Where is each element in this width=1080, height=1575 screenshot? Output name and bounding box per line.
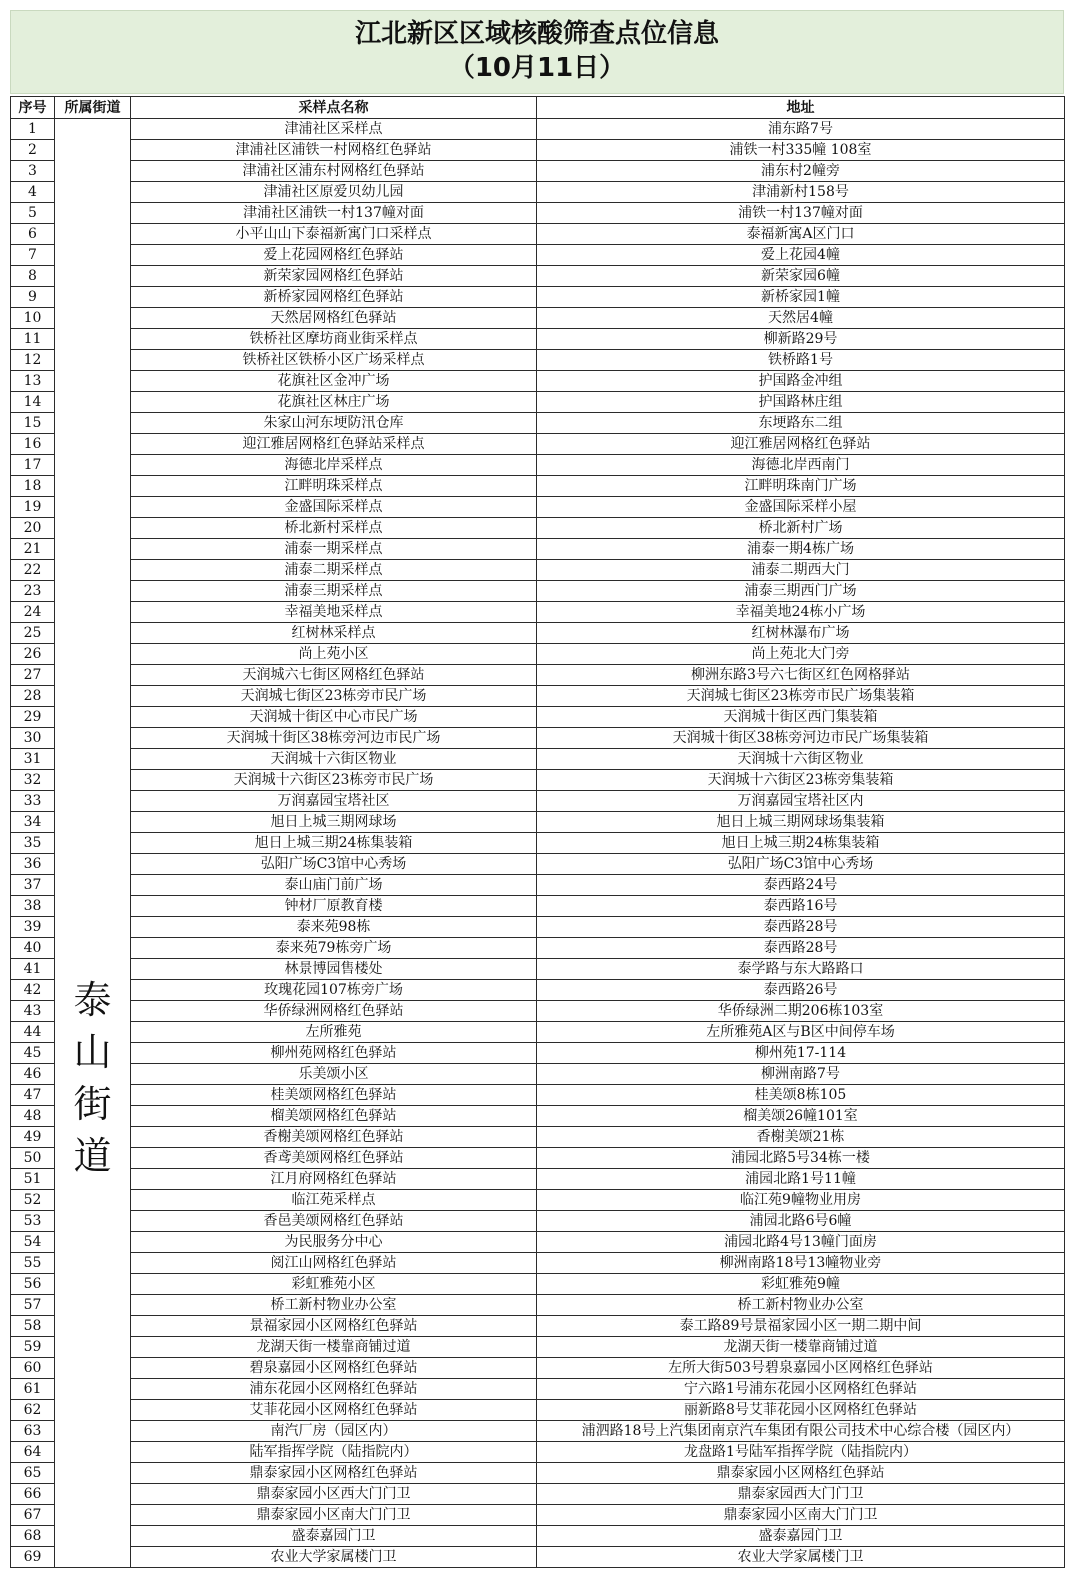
table-row <box>11 350 1065 371</box>
table-row <box>11 1400 1065 1421</box>
row-seq-cell: 56 <box>11 1274 55 1295</box>
row-address-cell: 天润城十街区西门集装箱 <box>537 707 1065 728</box>
row-seq-cell: 37 <box>11 875 55 896</box>
row-address-cell: 华侨绿洲二期206栋103室 <box>537 1001 1065 1022</box>
street-name-vertical <box>55 504 130 1182</box>
table-row <box>11 1316 1065 1337</box>
row-site-name-cell: 泰来苑79栋旁广场 <box>131 938 537 959</box>
row-site-name-cell: 朱家山河东埂防汛仓库 <box>131 413 537 434</box>
row-seq-cell: 62 <box>11 1400 55 1421</box>
row-address-cell: 旭日上城三期24栋集装箱 <box>537 833 1065 854</box>
table-row <box>11 518 1065 539</box>
row-address-cell: 金盛国际采样小屋 <box>537 497 1065 518</box>
row-address-cell: 鼎泰家园西大门门卫 <box>537 1484 1065 1505</box>
row-seq-cell: 55 <box>11 1253 55 1274</box>
row-site-name-cell: 临江苑采样点 <box>131 1190 537 1211</box>
table-row <box>11 1148 1065 1169</box>
row-seq-cell: 48 <box>11 1106 55 1127</box>
row-address-cell: 泰福新寓A区门口 <box>537 224 1065 245</box>
row-seq-cell: 45 <box>11 1043 55 1064</box>
table-row <box>11 308 1065 329</box>
row-seq-cell: 49 <box>11 1127 55 1148</box>
table-row <box>11 1127 1065 1148</box>
row-site-name-cell: 迎江雅居网格红色驿站采样点 <box>131 434 537 455</box>
row-seq-cell: 15 <box>11 413 55 434</box>
row-site-name-cell: 南汽厂房（园区内） <box>131 1421 537 1442</box>
row-site-name-cell: 万润嘉园宝塔社区 <box>131 791 537 812</box>
row-seq-cell: 58 <box>11 1316 55 1337</box>
row-seq-cell: 20 <box>11 518 55 539</box>
row-site-name-cell: 陆军指挥学院（陆指院内） <box>131 1442 537 1463</box>
header-seq: 序号 <box>11 97 55 119</box>
row-site-name-cell: 天润城十六街区物业 <box>131 749 537 770</box>
row-site-name-cell: 尚上苑小区 <box>131 644 537 665</box>
row-seq-cell: 41 <box>11 959 55 980</box>
table-row <box>11 812 1065 833</box>
row-seq-cell: 40 <box>11 938 55 959</box>
row-address-cell: 泰西路16号 <box>537 896 1065 917</box>
row-site-name-cell: 小平山山下泰福新寓门口采样点 <box>131 224 537 245</box>
table-row <box>11 791 1065 812</box>
row-seq-cell: 10 <box>11 308 55 329</box>
table-row <box>11 581 1065 602</box>
row-address-cell: 泰西路26号 <box>537 980 1065 1001</box>
row-address-cell: 泰西路28号 <box>537 917 1065 938</box>
table-row <box>11 539 1065 560</box>
row-address-cell: 天润城七街区23栋旁市民广场集装箱 <box>537 686 1065 707</box>
title-banner <box>10 10 1064 94</box>
row-address-cell: 浦铁一村137幢对面 <box>537 203 1065 224</box>
row-site-name-cell: 花旗社区林庄广场 <box>131 392 537 413</box>
row-address-cell: 旭日上城三期网球场集装箱 <box>537 812 1065 833</box>
row-site-name-cell: 弘阳广场C3馆中心秀场 <box>131 854 537 875</box>
row-seq-cell: 35 <box>11 833 55 854</box>
row-site-name-cell: 津浦社区浦铁一村网格红色驿站 <box>131 140 537 161</box>
row-seq-cell: 64 <box>11 1442 55 1463</box>
row-address-cell: 左所雅苑A区与B区中间停车场 <box>537 1022 1065 1043</box>
row-site-name-cell: 津浦社区浦东村网格红色驿站 <box>131 161 537 182</box>
row-site-name-cell: 香鸢美颂网格红色驿站 <box>131 1148 537 1169</box>
table-body <box>11 119 1065 1568</box>
row-address-cell: 龙湖天街一楼靠商铺过道 <box>537 1337 1065 1358</box>
row-seq-cell: 4 <box>11 182 55 203</box>
row-address-cell: 柳州苑17-114 <box>537 1043 1065 1064</box>
table-row <box>11 476 1065 497</box>
row-site-name-cell: 泰来苑98栋 <box>131 917 537 938</box>
table-row <box>11 980 1065 1001</box>
table-row <box>11 392 1065 413</box>
row-seq-cell: 61 <box>11 1379 55 1400</box>
table-row <box>11 770 1065 791</box>
row-seq-cell: 59 <box>11 1337 55 1358</box>
row-seq-cell: 9 <box>11 287 55 308</box>
row-seq-cell: 28 <box>11 686 55 707</box>
row-site-name-cell: 玫瑰花园107栋旁广场 <box>131 980 537 1001</box>
row-seq-cell: 30 <box>11 728 55 749</box>
row-seq-cell: 14 <box>11 392 55 413</box>
row-seq-cell: 65 <box>11 1463 55 1484</box>
row-seq-cell: 66 <box>11 1484 55 1505</box>
row-site-name-cell: 彩虹雅苑小区 <box>131 1274 537 1295</box>
row-address-cell: 东埂路东二组 <box>537 413 1065 434</box>
row-seq-cell: 13 <box>11 371 55 392</box>
table-row <box>11 182 1065 203</box>
row-seq-cell: 46 <box>11 1064 55 1085</box>
row-address-cell: 天润城十街区38栋旁河边市民广场集装箱 <box>537 728 1065 749</box>
table-row <box>11 245 1065 266</box>
row-site-name-cell: 香邑美颂网格红色驿站 <box>131 1211 537 1232</box>
table-row <box>11 1463 1065 1484</box>
row-address-cell: 浦园北路6号6幢 <box>537 1211 1065 1232</box>
row-seq-cell: 60 <box>11 1358 55 1379</box>
row-seq-cell: 3 <box>11 161 55 182</box>
row-seq-cell: 47 <box>11 1085 55 1106</box>
row-seq-cell: 5 <box>11 203 55 224</box>
table-header-row <box>11 97 1065 119</box>
row-seq-cell: 22 <box>11 560 55 581</box>
row-site-name-cell: 艾菲花园小区网格红色驿站 <box>131 1400 537 1421</box>
page-title: 江北新区区域核酸筛查点位信息 <box>354 19 719 49</box>
row-site-name-cell: 浦泰二期采样点 <box>131 560 537 581</box>
table-row <box>11 644 1065 665</box>
row-seq-cell: 36 <box>11 854 55 875</box>
header-site-name: 采样点名称 <box>131 97 537 119</box>
table-row <box>11 665 1065 686</box>
table-row <box>11 728 1065 749</box>
row-site-name-cell: 津浦社区采样点 <box>131 119 537 140</box>
row-site-name-cell: 浦东花园小区网格红色驿站 <box>131 1379 537 1400</box>
row-site-name-cell: 香榭美颂网格红色驿站 <box>131 1127 537 1148</box>
table-row <box>11 1106 1065 1127</box>
table-row <box>11 707 1065 728</box>
row-address-cell: 泰西路28号 <box>537 938 1065 959</box>
row-seq-cell: 25 <box>11 623 55 644</box>
street-name-char: 道 <box>73 1134 112 1178</box>
row-address-cell: 泰学路与东大路路口 <box>537 959 1065 980</box>
row-address-cell: 柳洲南路18号13幢物业旁 <box>537 1253 1065 1274</box>
row-address-cell: 护国路林庄组 <box>537 392 1065 413</box>
row-seq-cell: 19 <box>11 497 55 518</box>
row-address-cell: 柳洲南路7号 <box>537 1064 1065 1085</box>
table-row <box>11 917 1065 938</box>
row-site-name-cell: 柳州苑网格红色驿站 <box>131 1043 537 1064</box>
row-address-cell: 浦园北路1号11幢 <box>537 1169 1065 1190</box>
row-site-name-cell: 海德北岸采样点 <box>131 455 537 476</box>
row-seq-cell: 11 <box>11 329 55 350</box>
row-site-name-cell: 华侨绿洲网格红色驿站 <box>131 1001 537 1022</box>
row-site-name-cell: 乐美颂小区 <box>131 1064 537 1085</box>
row-site-name-cell: 盛泰嘉园门卫 <box>131 1526 537 1547</box>
row-seq-cell: 1 <box>11 119 55 140</box>
row-site-name-cell: 桂美颂网格红色驿站 <box>131 1085 537 1106</box>
row-seq-cell: 69 <box>11 1547 55 1568</box>
row-address-cell: 彩虹雅苑9幢 <box>537 1274 1065 1295</box>
row-seq-cell: 23 <box>11 581 55 602</box>
row-seq-cell: 8 <box>11 266 55 287</box>
row-address-cell: 桂美颂8栋105 <box>537 1085 1065 1106</box>
row-site-name-cell: 阅江山网格红色驿站 <box>131 1253 537 1274</box>
row-address-cell: 铁桥路1号 <box>537 350 1065 371</box>
table-row <box>11 896 1065 917</box>
row-site-name-cell: 龙湖天街一楼靠商铺过道 <box>131 1337 537 1358</box>
row-address-cell: 浦东路7号 <box>537 119 1065 140</box>
table-row <box>11 497 1065 518</box>
row-site-name-cell: 铁桥社区摩坊商业街采样点 <box>131 329 537 350</box>
row-site-name-cell: 左所雅苑 <box>131 1022 537 1043</box>
table-row <box>11 854 1065 875</box>
table-row <box>11 140 1065 161</box>
street-name-char: 泰 <box>73 978 112 1022</box>
table-row <box>11 1295 1065 1316</box>
row-seq-cell: 12 <box>11 350 55 371</box>
row-seq-cell: 68 <box>11 1526 55 1547</box>
row-seq-cell: 16 <box>11 434 55 455</box>
row-address-cell: 柳新路29号 <box>537 329 1065 350</box>
table-row <box>11 959 1065 980</box>
row-address-cell: 万润嘉园宝塔社区内 <box>537 791 1065 812</box>
row-address-cell: 尚上苑北大门旁 <box>537 644 1065 665</box>
row-address-cell: 浦园北路5号34栋一楼 <box>537 1148 1065 1169</box>
row-address-cell: 迎江雅居网格红色驿站 <box>537 434 1065 455</box>
table-row <box>11 161 1065 182</box>
row-site-name-cell: 钟材厂原教育楼 <box>131 896 537 917</box>
row-address-cell: 左所大街503号碧泉嘉园小区网格红色驿站 <box>537 1358 1065 1379</box>
row-site-name-cell: 铁桥社区铁桥小区广场采样点 <box>131 350 537 371</box>
row-address-cell: 榴美颂26幢101室 <box>537 1106 1065 1127</box>
row-seq-cell: 52 <box>11 1190 55 1211</box>
table-row <box>11 1211 1065 1232</box>
row-address-cell: 海德北岸西南门 <box>537 455 1065 476</box>
table-row <box>11 1337 1065 1358</box>
table-row <box>11 1232 1065 1253</box>
row-site-name-cell: 泰山庙门前广场 <box>131 875 537 896</box>
row-site-name-cell: 碧泉嘉园小区网格红色驿站 <box>131 1358 537 1379</box>
row-site-name-cell: 津浦社区浦铁一村137幢对面 <box>131 203 537 224</box>
row-site-name-cell: 榴美颂网格红色驿站 <box>131 1106 537 1127</box>
table-row <box>11 1484 1065 1505</box>
row-site-name-cell: 天润城十六街区23栋旁市民广场 <box>131 770 537 791</box>
table-row <box>11 938 1065 959</box>
table-row <box>11 1253 1065 1274</box>
row-site-name-cell: 江月府网格红色驿站 <box>131 1169 537 1190</box>
table-row <box>11 371 1065 392</box>
row-address-cell: 红树林瀑布广场 <box>537 623 1065 644</box>
row-address-cell: 护国路金冲组 <box>537 371 1065 392</box>
row-address-cell: 鼎泰家园小区网格红色驿站 <box>537 1463 1065 1484</box>
row-seq-cell: 44 <box>11 1022 55 1043</box>
page-subtitle-date: （10月11日） <box>448 53 626 83</box>
row-address-cell: 临江苑9幢物业用房 <box>537 1190 1065 1211</box>
table-row <box>11 749 1065 770</box>
row-address-cell: 龙盘路1号陆军指挥学院（陆指院内） <box>537 1442 1065 1463</box>
row-seq-cell: 6 <box>11 224 55 245</box>
row-site-name-cell: 鼎泰家园小区网格红色驿站 <box>131 1463 537 1484</box>
table-row <box>11 119 1065 140</box>
row-seq-cell: 54 <box>11 1232 55 1253</box>
row-seq-cell: 33 <box>11 791 55 812</box>
row-site-name-cell: 浦泰三期采样点 <box>131 581 537 602</box>
street-name-char: 街 <box>73 1082 112 1126</box>
row-site-name-cell: 金盛国际采样点 <box>131 497 537 518</box>
row-address-cell: 浦泗路18号上汽集团南京汽车集团有限公司技术中心综合楼（园区内） <box>537 1421 1065 1442</box>
table-row <box>11 266 1065 287</box>
row-site-name-cell: 红树林采样点 <box>131 623 537 644</box>
row-site-name-cell: 景福家园小区网格红色驿站 <box>131 1316 537 1337</box>
row-address-cell: 浦泰三期西门广场 <box>537 581 1065 602</box>
row-address-cell: 农业大学家属楼门卫 <box>537 1547 1065 1568</box>
table-row <box>11 1274 1065 1295</box>
row-address-cell: 桥工新村物业办公室 <box>537 1295 1065 1316</box>
row-site-name-cell: 鼎泰家园小区西大门门卫 <box>131 1484 537 1505</box>
row-site-name-cell: 新荣家园网格红色驿站 <box>131 266 537 287</box>
row-seq-cell: 27 <box>11 665 55 686</box>
row-seq-cell: 63 <box>11 1421 55 1442</box>
table-row <box>11 1505 1065 1526</box>
row-site-name-cell: 天润城六七街区网格红色驿站 <box>131 665 537 686</box>
table-row <box>11 1421 1065 1442</box>
table-row <box>11 623 1065 644</box>
row-address-cell: 桥北新村广场 <box>537 518 1065 539</box>
table-row <box>11 329 1065 350</box>
table-row <box>11 224 1065 245</box>
table-row <box>11 1169 1065 1190</box>
row-address-cell: 浦东村2幢旁 <box>537 161 1065 182</box>
row-seq-cell: 17 <box>11 455 55 476</box>
row-site-name-cell: 浦泰一期采样点 <box>131 539 537 560</box>
row-seq-cell: 67 <box>11 1505 55 1526</box>
row-seq-cell: 42 <box>11 980 55 1001</box>
row-site-name-cell: 旭日上城三期24栋集装箱 <box>131 833 537 854</box>
row-seq-cell: 38 <box>11 896 55 917</box>
table-row <box>11 602 1065 623</box>
row-seq-cell: 21 <box>11 539 55 560</box>
row-seq-cell: 18 <box>11 476 55 497</box>
table-row <box>11 875 1065 896</box>
table-row <box>11 455 1065 476</box>
row-address-cell: 新桥家园1幢 <box>537 287 1065 308</box>
row-site-name-cell: 鼎泰家园小区南大门门卫 <box>131 1505 537 1526</box>
table-row <box>11 1022 1065 1043</box>
row-address-cell: 宁六路1号浦东花园小区网格红色驿站 <box>537 1379 1065 1400</box>
sampling-sites-table <box>10 96 1065 1568</box>
row-site-name-cell: 桥北新村采样点 <box>131 518 537 539</box>
row-address-cell: 浦园北路4号13幢门面房 <box>537 1232 1065 1253</box>
header-address: 地址 <box>537 97 1065 119</box>
row-seq-cell: 7 <box>11 245 55 266</box>
row-address-cell: 江畔明珠南门广场 <box>537 476 1065 497</box>
row-address-cell: 柳洲东路3号六七街区红色网格驿站 <box>537 665 1065 686</box>
row-seq-cell: 24 <box>11 602 55 623</box>
table-row <box>11 686 1065 707</box>
table-row <box>11 1190 1065 1211</box>
header-street: 所属街道 <box>55 97 131 119</box>
street-merged-cell <box>55 119 131 1568</box>
table-row <box>11 1442 1065 1463</box>
row-site-name-cell: 林景博园售楼处 <box>131 959 537 980</box>
row-address-cell: 津浦新村158号 <box>537 182 1065 203</box>
row-site-name-cell: 桥工新村物业办公室 <box>131 1295 537 1316</box>
row-address-cell: 泰西路24号 <box>537 875 1065 896</box>
row-address-cell: 香榭美颂21栋 <box>537 1127 1065 1148</box>
table-row <box>11 1526 1065 1547</box>
row-address-cell: 浦泰二期西大门 <box>537 560 1065 581</box>
street-name-char: 山 <box>73 1030 112 1074</box>
row-seq-cell: 26 <box>11 644 55 665</box>
table-row <box>11 1001 1065 1022</box>
row-site-name-cell: 农业大学家属楼门卫 <box>131 1547 537 1568</box>
row-address-cell: 新荣家园6幢 <box>537 266 1065 287</box>
table-row <box>11 1085 1065 1106</box>
row-site-name-cell: 新桥家园网格红色驿站 <box>131 287 537 308</box>
row-address-cell: 天润城十六街区物业 <box>537 749 1065 770</box>
row-address-cell: 浦铁一村335幢 108室 <box>537 140 1065 161</box>
row-seq-cell: 53 <box>11 1211 55 1232</box>
row-site-name-cell: 江畔明珠采样点 <box>131 476 537 497</box>
row-site-name-cell: 幸福美地采样点 <box>131 602 537 623</box>
row-site-name-cell: 天润城七街区23栋旁市民广场 <box>131 686 537 707</box>
row-seq-cell: 31 <box>11 749 55 770</box>
table-row <box>11 203 1065 224</box>
row-seq-cell: 39 <box>11 917 55 938</box>
row-address-cell: 丽新路8号艾菲花园小区网格红色驿站 <box>537 1400 1065 1421</box>
table-row <box>11 560 1065 581</box>
row-address-cell: 天然居4幢 <box>537 308 1065 329</box>
row-site-name-cell: 天润城十街区中心市民广场 <box>131 707 537 728</box>
table-row <box>11 833 1065 854</box>
row-seq-cell: 2 <box>11 140 55 161</box>
row-seq-cell: 51 <box>11 1169 55 1190</box>
row-site-name-cell: 为民服务分中心 <box>131 1232 537 1253</box>
row-address-cell: 天润城十六街区23栋旁集装箱 <box>537 770 1065 791</box>
table-row <box>11 1064 1065 1085</box>
row-address-cell: 浦泰一期4栋广场 <box>537 539 1065 560</box>
row-site-name-cell: 津浦社区原爱贝幼儿园 <box>131 182 537 203</box>
table-row <box>11 1043 1065 1064</box>
table-row <box>11 434 1065 455</box>
row-seq-cell: 29 <box>11 707 55 728</box>
table-row <box>11 413 1065 434</box>
row-site-name-cell: 天润城十街区38栋旁河边市民广场 <box>131 728 537 749</box>
table-row <box>11 1379 1065 1400</box>
row-seq-cell: 57 <box>11 1295 55 1316</box>
row-seq-cell: 50 <box>11 1148 55 1169</box>
table-row <box>11 1547 1065 1568</box>
table-row <box>11 287 1065 308</box>
row-seq-cell: 34 <box>11 812 55 833</box>
row-seq-cell: 43 <box>11 1001 55 1022</box>
row-address-cell: 鼎泰家园小区南大门门卫 <box>537 1505 1065 1526</box>
row-site-name-cell: 花旗社区金冲广场 <box>131 371 537 392</box>
table-row <box>11 1358 1065 1379</box>
row-site-name-cell: 爱上花园网格红色驿站 <box>131 245 537 266</box>
row-address-cell: 弘阳广场C3馆中心秀场 <box>537 854 1065 875</box>
row-seq-cell: 32 <box>11 770 55 791</box>
row-address-cell: 爱上花园4幢 <box>537 245 1065 266</box>
row-address-cell: 幸福美地24栋小广场 <box>537 602 1065 623</box>
row-address-cell: 盛泰嘉园门卫 <box>537 1526 1065 1547</box>
row-address-cell: 泰工路89号景福家园小区一期二期中间 <box>537 1316 1065 1337</box>
row-site-name-cell: 旭日上城三期网球场 <box>131 812 537 833</box>
row-site-name-cell: 天然居网格红色驿站 <box>131 308 537 329</box>
